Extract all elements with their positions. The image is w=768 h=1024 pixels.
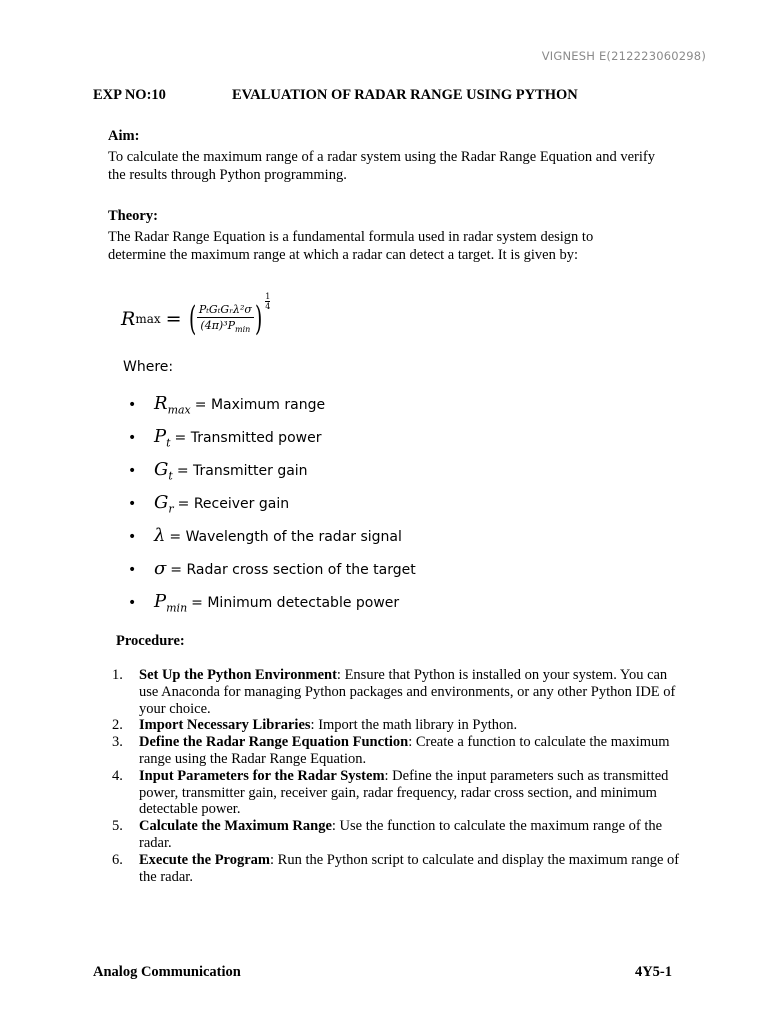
- bullet-icon: •: [128, 396, 137, 413]
- step-number: 6.: [112, 851, 123, 868]
- bullet-icon: •: [128, 429, 137, 446]
- experiment-number: EXP NO:10: [93, 87, 166, 103]
- author-header: VIGNESH E(212223060298): [541, 49, 706, 63]
- bullet-icon: •: [128, 495, 137, 512]
- bullet-icon: •: [128, 528, 137, 545]
- procedure-step: [112, 717, 682, 734]
- experiment-title: EVALUATION OF RADAR RANGE USING PYTHON: [232, 87, 578, 103]
- bullet-icon: •: [128, 462, 137, 479]
- definition-item: [128, 487, 416, 520]
- step-text: [139, 818, 682, 852]
- formula-fraction: [197, 303, 254, 334]
- step-number: 4.: [112, 767, 123, 784]
- definition-symbol: λ: [154, 524, 166, 546]
- radar-range-formula: R max = ( $\frac{\text{PₜGₜGᵣλ²σ}}{(4\pi)^3P_{min}}$ ) $\frac{1}{4}$: [121, 292, 271, 339]
- definition-symbol: $P_{min}$: [154, 590, 188, 615]
- definition-item: [128, 421, 416, 454]
- definition-text: = Maximum range: [194, 396, 326, 413]
- footer-subject: Analog Communication: [93, 964, 241, 980]
- step-number: 2.: [112, 717, 123, 734]
- definition-text: = Receiver gain: [177, 495, 290, 512]
- step-text: [139, 734, 682, 768]
- definition-item: [128, 553, 416, 586]
- definition-text: = Minimum detectable power: [191, 594, 400, 611]
- step-description: : Define the input parameters such as transmitted power, transmitter gain, receiver gain, radar frequency, radar cross section, and minimum detectable power.: [139, 767, 669, 818]
- step-text: [139, 852, 682, 886]
- definition-item: [128, 388, 416, 421]
- step-description: : Run the Python script to calculate and display the maximum range of the radar.: [139, 851, 680, 885]
- step-description: : Ensure that Python is installed on your system. You can use Anaconda for managing Python packages and environments, or any other Python IDE of your choice.: [139, 667, 676, 717]
- definition-symbol: σ: [154, 557, 167, 579]
- step-number: 1.: [112, 667, 123, 683]
- formula-lhs-sub: max: [135, 312, 161, 326]
- aim-heading: Aim:: [108, 128, 140, 144]
- step-text: [139, 717, 517, 734]
- definition-text: = Transmitter gain: [176, 462, 308, 479]
- step-description: : Use the function to calculate the maximum range of the radar.: [139, 818, 663, 851]
- definition-symbol: $R_{max}$: [154, 392, 191, 417]
- formula-denominator-sub: min: [235, 325, 251, 335]
- bullet-icon: •: [128, 561, 137, 578]
- aim-text: To calculate the maximum range of a radar system using the Radar Range Equation and verify the results through Python programming.: [108, 149, 655, 183]
- definition-symbol: $P_t$: [154, 425, 171, 450]
- step-title: Import Necessary Libraries: [139, 717, 311, 734]
- procedure-step: [112, 852, 682, 886]
- where-label: Where:: [123, 359, 174, 375]
- formula-exponent-num: 1: [265, 292, 271, 301]
- formula-exponent-den: 4: [265, 302, 271, 311]
- step-text: [139, 667, 682, 717]
- step-title: Set Up the Python Environment: [139, 667, 337, 683]
- step-text: [139, 768, 682, 818]
- procedure-heading: Procedure:: [116, 633, 185, 649]
- formula-lhs: R: [121, 308, 136, 330]
- theory-text: The Radar Range Equation is a fundamental formula used in radar system design to determine the maximum range at which a radar can detect a target. It is given by:: [108, 229, 594, 263]
- step-description: : Import the math library in Python.: [310, 717, 518, 734]
- step-number: 5.: [112, 818, 123, 835]
- step-title: Define the Radar Range Equation Function: [139, 734, 409, 751]
- theory-heading: Theory:: [108, 208, 158, 224]
- procedure-step: [112, 818, 682, 852]
- definition-item: [128, 520, 416, 553]
- procedure-step: [112, 734, 682, 768]
- definition-symbol: $G_r$: [154, 491, 174, 516]
- step-title: Execute the Program: [139, 851, 270, 868]
- definition-item: [128, 586, 416, 619]
- formula-denominator: (4π)³P: [200, 319, 236, 333]
- definition-text: = Radar cross section of the target: [170, 561, 416, 578]
- procedure-step: [112, 667, 682, 717]
- step-number: 3.: [112, 734, 123, 751]
- formula-exponent: [265, 292, 270, 311]
- step-title: Input Parameters for the Radar System: [139, 767, 385, 784]
- footer-code: 4Y5-1: [634, 964, 672, 980]
- definition-text: = Transmitted power: [174, 429, 322, 446]
- definition-text: = Wavelength of the radar signal: [169, 528, 402, 545]
- definition-symbol: $G_t$: [154, 458, 173, 483]
- step-title: Calculate the Maximum Range: [139, 818, 332, 835]
- step-description: : Create a function to calculate the maximum range using the Radar Range Equation.: [139, 734, 670, 767]
- definitions-list: [128, 388, 416, 619]
- definition-item: [128, 454, 416, 487]
- formula-numerator: PₜGₜGᵣλ²σ: [198, 303, 252, 317]
- bullet-icon: •: [128, 594, 137, 611]
- procedure-list: [112, 667, 682, 885]
- procedure-step: [112, 768, 682, 818]
